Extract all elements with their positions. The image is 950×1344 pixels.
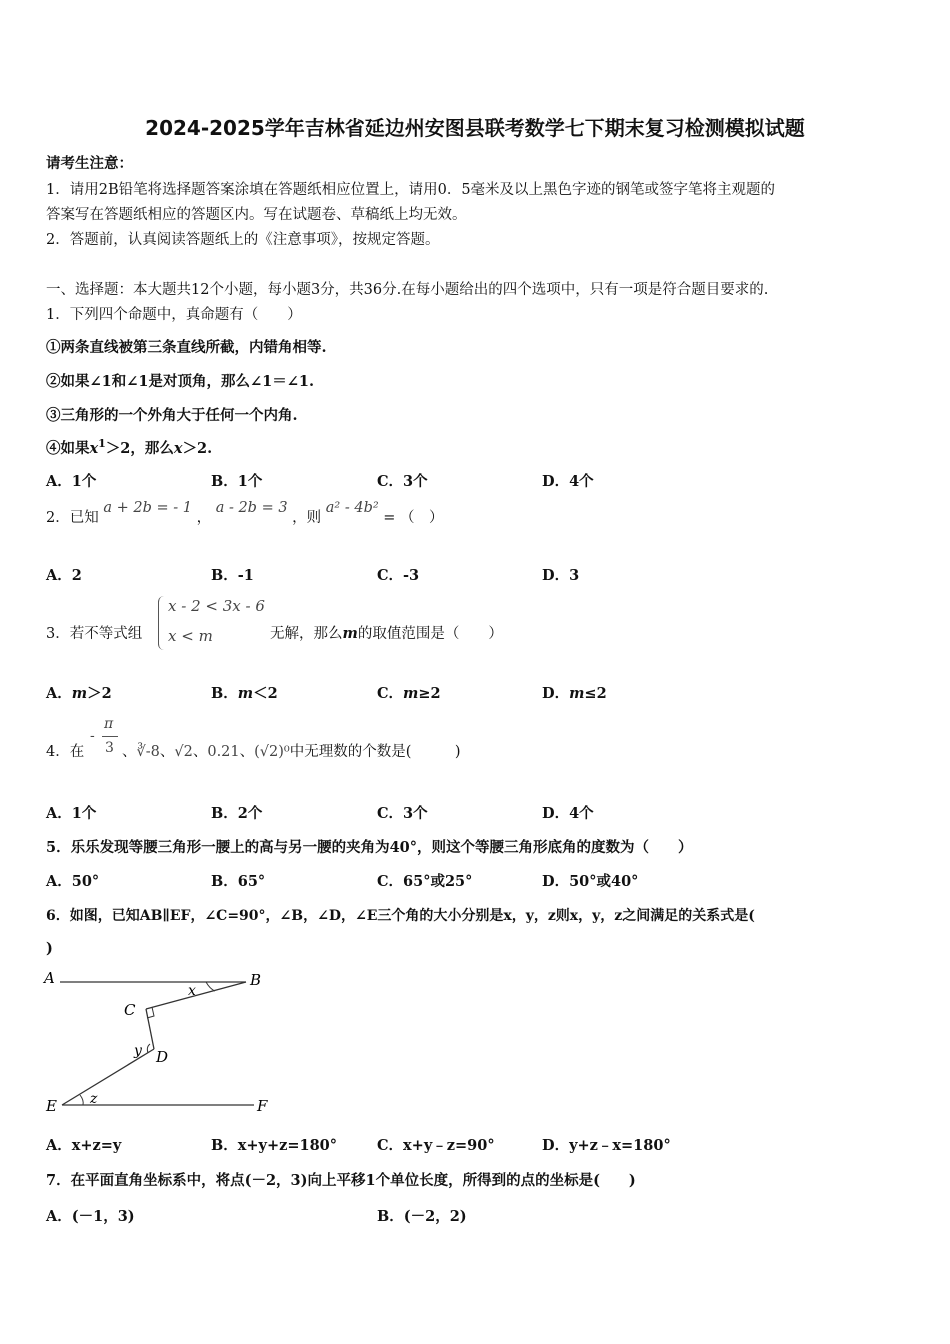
angle-x-arc	[206, 982, 215, 991]
page-title: 2024-2025学年吉林省延边州安图县联考数学七下期末复习检测模拟试题	[145, 116, 805, 140]
q4-pi: π	[104, 716, 114, 732]
q6-option-c[interactable]: C．x+y﹣z=90°	[377, 1137, 495, 1154]
segment-cd	[146, 1009, 154, 1049]
q4-list: 、∛-8、√2、0.21、(√2)⁰中无理数的个数是( )	[122, 744, 461, 760]
label-f: F	[257, 1097, 268, 1115]
notice-header: 请考生注意：	[46, 155, 133, 172]
segment-bc	[146, 982, 246, 1009]
q1-option-a[interactable]: A．1个	[46, 473, 97, 490]
q5-stem: 5．乐乐发现等腰三角形一腰上的高与另一腰的夹角为40°，则这个等腰三角形底角的度数为（ ）	[46, 839, 693, 856]
label-b: B	[250, 971, 262, 989]
q1-statement-3: ③三角形的一个外角大于任何一个内角.	[46, 407, 298, 424]
q5-option-d[interactable]: D．50°或40°	[542, 873, 639, 890]
notice-line-1: 1．请用2B铅笔将选择题答案涂填在答题纸相应位置上，请用0．5毫米及以上黑色字迹的钢笔或签字笔将主观题的	[46, 182, 776, 198]
q4-sqrt2: √2	[174, 744, 193, 760]
q2-option-a[interactable]: A．2	[46, 567, 82, 584]
q2-stem: 2．已知 a + 2b = - 1 ， a - 2b = 3 ，则 a² - 4b² = （ ）	[46, 500, 444, 526]
q6-option-d[interactable]: D．y+z﹣x=180°	[542, 1137, 671, 1154]
q2-option-b[interactable]: B．-1	[211, 567, 254, 584]
q4-denominator: 3	[105, 740, 114, 756]
q3-option-b[interactable]: B．m＜2	[211, 685, 278, 702]
q6-stem-end: )	[46, 940, 53, 957]
q3-inequality-1: x - 2 < 3x - 6	[168, 597, 265, 615]
q4-option-a[interactable]: A．1个	[46, 805, 97, 822]
q2-expression: a² - 4b²	[325, 500, 379, 516]
q1-statement-4: ④如果$x^1>2$，那么x＞2.	[46, 437, 213, 457]
q1-stem: 1．下列四个命题中，真命题有（ ）	[46, 307, 302, 323]
q4-option-d[interactable]: D．4个	[542, 805, 594, 822]
label-y: y	[134, 1043, 142, 1059]
label-d: D	[156, 1048, 169, 1066]
q4-decimal: 0.21	[207, 744, 240, 760]
q2-equation-2: a - 2b = 3	[215, 500, 288, 516]
label-a: A	[44, 969, 55, 987]
q6-stem: 6．如图，已知AB∥EF，∠C=90°，∠B，∠D，∠E三个角的大小分别是x，y，z则x，y，z之间满足的关系式是(	[46, 908, 755, 924]
q1-option-b[interactable]: B．1个	[211, 473, 263, 490]
label-e: E	[46, 1097, 57, 1115]
q7-option-a[interactable]: A．(－1，3)	[46, 1208, 135, 1225]
q3-system-brace	[158, 596, 167, 650]
q4-power: (√2)⁰	[254, 744, 290, 760]
q3-option-d[interactable]: D．m≤2	[542, 685, 607, 702]
q5-option-c[interactable]: C．65°或25°	[377, 873, 473, 890]
q6-option-b[interactable]: B．x+y+z=180°	[211, 1137, 338, 1154]
q3-prefix: 3．若不等式组	[46, 626, 143, 642]
q6-figure	[40, 965, 280, 1120]
q7-stem: 7．在平面直角坐标系中，将点(－2，3)向上平移1个单位长度，所得到的点的坐标是( )	[46, 1172, 636, 1189]
q4-neg-sign: -	[90, 728, 95, 744]
q3-option-a[interactable]: A．m＞2	[46, 685, 112, 702]
q4-option-c[interactable]: C．3个	[377, 805, 428, 822]
notice-line-2: 答案写在答题纸相应的答题区内。写在试题卷、草稿纸上均无效。	[46, 207, 467, 223]
q1-statement-2: ②如果∠1和∠1是对顶角，那么∠1＝∠1.	[46, 373, 315, 390]
q5-option-a[interactable]: A．50°	[46, 873, 100, 890]
section-heading: 一、选择题：本大题共12个小题，每小题3分，共36分.在每小题给出的四个选项中，只有一项是符合题目要求的.	[46, 282, 769, 298]
label-z: z	[90, 1091, 98, 1107]
label-c: C	[124, 1001, 136, 1019]
q4-prefix: 4．在	[46, 744, 85, 760]
q1-option-d[interactable]: D．4个	[542, 473, 594, 490]
q7-option-b[interactable]: B．(－2，2)	[377, 1208, 467, 1225]
q6-option-a[interactable]: A．x+z=y	[46, 1137, 122, 1154]
q4-cube-root: ∛-8	[136, 744, 160, 760]
q4-fraction-bar	[102, 736, 118, 737]
q1-option-c[interactable]: C．3个	[377, 473, 428, 490]
q5-option-b[interactable]: B．65°	[211, 873, 266, 890]
angle-z-arc	[80, 1095, 83, 1105]
q1-statement-1: ①两条直线被第三条直线所截，内错角相等.	[46, 339, 327, 356]
q3-option-c[interactable]: C．m≥2	[377, 685, 441, 702]
q4-option-b[interactable]: B．2个	[211, 805, 263, 822]
q3-inequality-2: x < m	[168, 627, 213, 645]
label-x: x	[188, 983, 196, 999]
q2-equation-1: a + 2b = - 1	[103, 500, 192, 516]
q2-option-d[interactable]: D．3	[542, 567, 580, 584]
q3-stem: 无解，那么m的取值范围是（ ）	[270, 625, 503, 642]
q2-option-c[interactable]: C．-3	[377, 567, 420, 584]
notice-line-3: 2．答题前，认真阅读答题纸上的《注意事项》，按规定答题。	[46, 232, 440, 248]
